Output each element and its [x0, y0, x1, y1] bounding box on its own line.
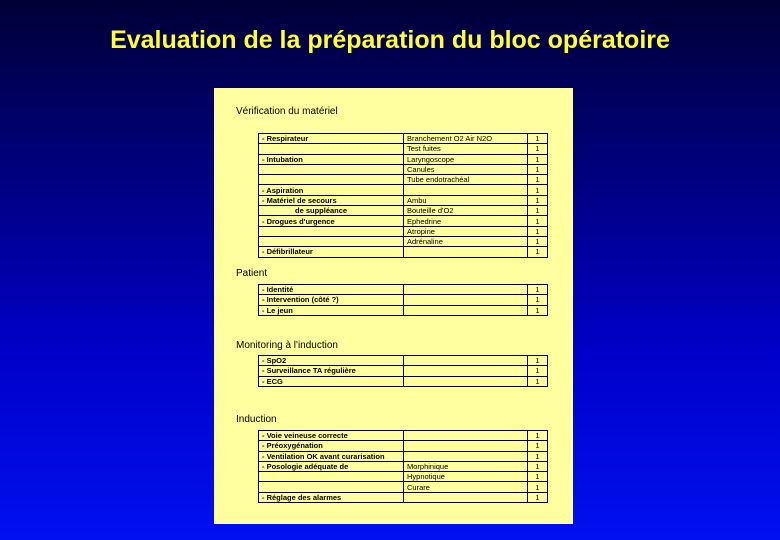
table-row — [259, 195, 548, 205]
row-label: - Réglage des alarmes — [259, 492, 404, 502]
table-row — [259, 376, 548, 386]
row-item — [404, 366, 528, 376]
row-label: - Identité — [259, 285, 404, 295]
row-label: - Ventilation OK avant curarisation — [259, 451, 404, 461]
row-item — [404, 295, 528, 305]
row-label: - ECG — [259, 376, 404, 386]
row-score: 1 — [528, 206, 548, 216]
table-row — [259, 305, 548, 315]
checklist-table — [258, 355, 548, 387]
row-score: 1 — [528, 175, 548, 185]
row-label: - Intervention (côté ?) — [259, 295, 404, 305]
row-label: - Respirateur — [259, 134, 404, 144]
row-label: - Drogues d'urgence — [259, 216, 404, 226]
row-item: Tube endotrachéal — [404, 175, 528, 185]
table-row — [259, 366, 548, 376]
section-title: Patient — [236, 268, 268, 279]
row-item: Atropine — [404, 226, 528, 236]
row-item — [404, 441, 528, 451]
slide-title: Evaluation de la préparation du bloc opératoire — [110, 26, 670, 54]
row-score: 1 — [528, 376, 548, 386]
row-score: 1 — [528, 472, 548, 482]
row-label — [259, 164, 404, 174]
checklist-sheet — [214, 88, 573, 524]
row-score: 1 — [528, 305, 548, 315]
row-item: Canules — [404, 164, 528, 174]
row-label: de suppléance — [259, 206, 404, 216]
section-title: Monitoring à l'induction — [236, 340, 338, 351]
row-label: - Le jeun — [259, 305, 404, 315]
table-row — [259, 206, 548, 216]
row-score: 1 — [528, 144, 548, 154]
checklist-table — [258, 430, 548, 503]
row-label: - Surveillance TA régulière — [259, 366, 404, 376]
table-row — [259, 285, 548, 295]
row-score: 1 — [528, 366, 548, 376]
row-score: 1 — [528, 461, 548, 471]
row-score: 1 — [528, 134, 548, 144]
table-row — [259, 226, 548, 236]
table-row — [259, 461, 548, 471]
row-item: Ambu — [404, 195, 528, 205]
row-item: Morphinique — [404, 461, 528, 471]
row-score: 1 — [528, 285, 548, 295]
row-label: - SpO2 — [259, 356, 404, 366]
row-score: 1 — [528, 482, 548, 492]
row-score: 1 — [528, 356, 548, 366]
row-score: 1 — [528, 154, 548, 164]
checklist-table — [258, 133, 548, 258]
table-row — [259, 441, 548, 451]
row-score: 1 — [528, 236, 548, 246]
row-label: - Défibrillateur — [259, 247, 404, 257]
row-score: 1 — [528, 195, 548, 205]
row-label: - Posologie adéquate de — [259, 461, 404, 471]
row-label: - Préoxygénation — [259, 441, 404, 451]
row-label: - Matériel de secours — [259, 195, 404, 205]
table-row — [259, 216, 548, 226]
row-item: Ephedrine — [404, 216, 528, 226]
table-row — [259, 482, 548, 492]
table-row — [259, 175, 548, 185]
checklist-table — [258, 284, 548, 316]
row-score: 1 — [528, 451, 548, 461]
table-row — [259, 164, 548, 174]
table-row — [259, 154, 548, 164]
table-row — [259, 247, 548, 257]
row-label: - Aspiration — [259, 185, 404, 195]
table-row — [259, 472, 548, 482]
row-label — [259, 472, 404, 482]
row-label — [259, 482, 404, 492]
table-row — [259, 185, 548, 195]
row-item — [404, 356, 528, 366]
table-row — [259, 431, 548, 441]
row-item — [404, 492, 528, 502]
row-item — [404, 247, 528, 257]
table-row — [259, 236, 548, 246]
table-row — [259, 451, 548, 461]
row-item: Bouteille d'O2 — [404, 206, 528, 216]
row-label — [259, 175, 404, 185]
row-score: 1 — [528, 164, 548, 174]
row-item — [404, 451, 528, 461]
row-item: Adrénaline — [404, 236, 528, 246]
row-score: 1 — [528, 226, 548, 236]
row-score: 1 — [528, 441, 548, 451]
row-item: Laryngoscope — [404, 154, 528, 164]
table-row — [259, 295, 548, 305]
row-item — [404, 305, 528, 315]
table-row — [259, 492, 548, 502]
row-label — [259, 226, 404, 236]
row-label: - Intubation — [259, 154, 404, 164]
row-item: Test fuites — [404, 144, 528, 154]
row-item — [404, 376, 528, 386]
row-item — [404, 431, 528, 441]
table-row — [259, 134, 548, 144]
row-score: 1 — [528, 185, 548, 195]
row-label — [259, 144, 404, 154]
section-title: Induction — [236, 414, 277, 425]
table-row — [259, 144, 548, 154]
row-score: 1 — [528, 431, 548, 441]
row-item: Curare — [404, 482, 528, 492]
row-item — [404, 185, 528, 195]
row-label — [259, 236, 404, 246]
row-score: 1 — [528, 216, 548, 226]
row-item: Branchement O2 Air N2O — [404, 134, 528, 144]
row-item — [404, 285, 528, 295]
section-title: Vérification du matériel — [236, 106, 338, 117]
row-score: 1 — [528, 247, 548, 257]
row-score: 1 — [528, 295, 548, 305]
table-row — [259, 356, 548, 366]
row-label: - Voie veineuse correcte — [259, 431, 404, 441]
row-item: Hypnotique — [404, 472, 528, 482]
row-score: 1 — [528, 492, 548, 502]
